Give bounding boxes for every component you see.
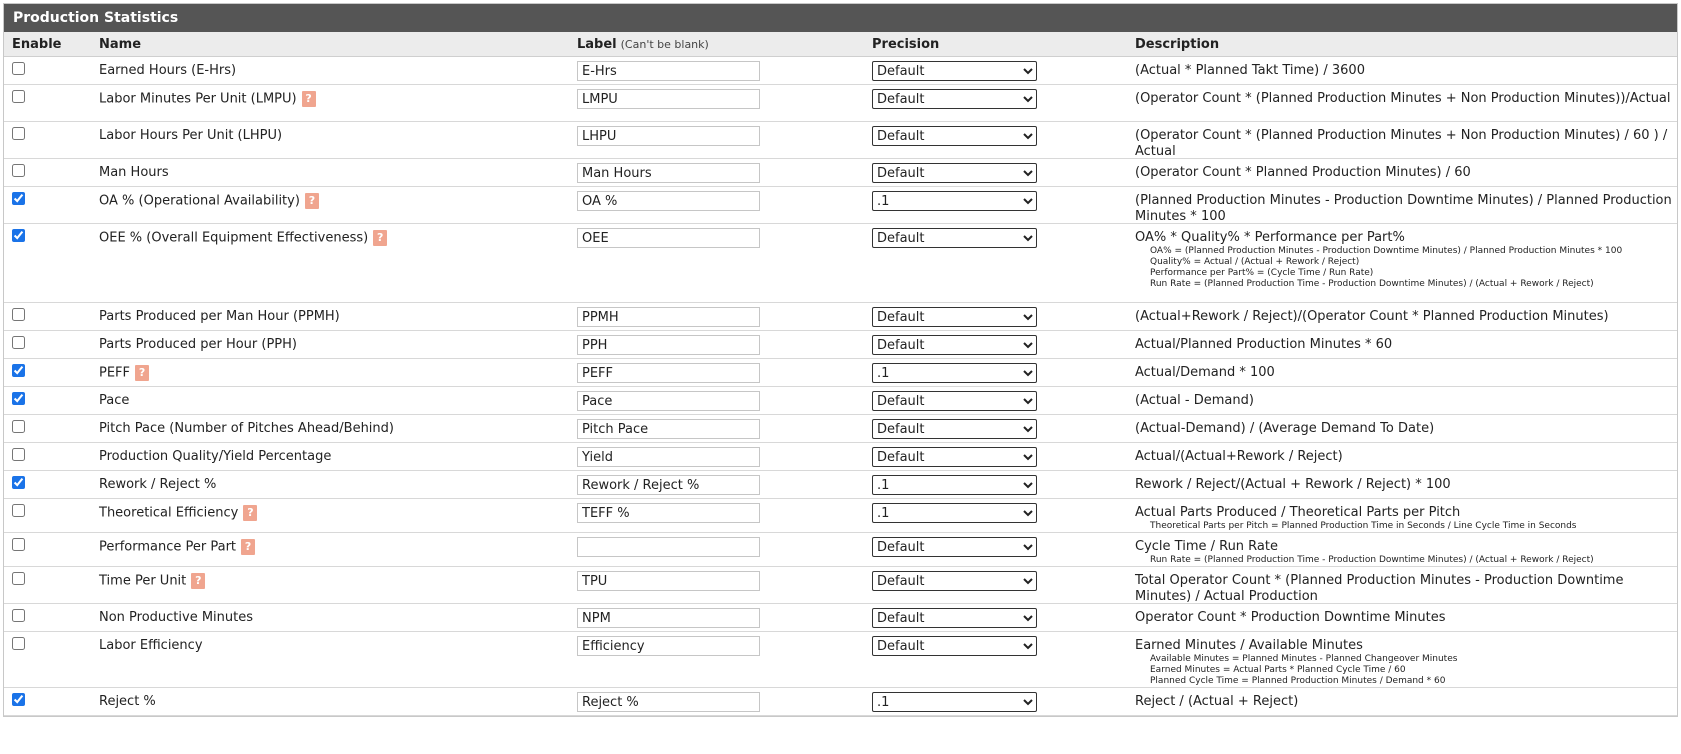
enable-checkbox[interactable] [12,637,25,650]
stat-name-text: Man Hours [99,165,169,180]
stat-name [99,638,203,653]
description-text: (Actual - Demand) [1135,393,1254,408]
label-input[interactable] [577,692,760,712]
description-text: (Actual+Rework / Reject)/(Operator Count * Planned Production Minutes) [1135,309,1609,324]
description [1135,230,1675,290]
description-detail: OA% = (Planned Production Minutes - Production Downtime Minutes) / Planned Production Minutes * 100 [1150,246,1623,256]
precision-select[interactable] [872,163,1037,183]
precision-cell [872,126,1037,146]
table-row [4,331,1677,359]
description-text: (Operator Count * (Planned Production Minutes + Non Production Minutes))/Actual [1135,91,1671,106]
precision-select[interactable] [872,636,1037,656]
stat-name [99,393,129,408]
stat-name-text: OEE % (Overall Equipment Effectiveness) [99,230,369,246]
precision-cell [872,419,1037,439]
description-detail: Theoretical Parts per Pitch = Planned Production Time in Seconds / Line Cycle Time in Seconds [1150,521,1577,531]
enable-cell [12,693,25,710]
precision-cell [872,636,1037,656]
precision-cell [872,608,1037,628]
enable-checkbox[interactable] [12,448,25,461]
label-input[interactable] [577,61,760,81]
precision-select[interactable] [872,571,1037,591]
enable-checkbox[interactable] [12,476,25,489]
precision-cell [872,692,1037,712]
description-text: Operator Count * Production Downtime Minutes [1135,610,1446,625]
precision-select[interactable] [872,692,1037,712]
table-row [4,122,1677,159]
label-cell [577,191,760,211]
description [1135,165,1675,181]
description-text: Earned Minutes / Available Minutes [1135,638,1363,653]
enable-checkbox[interactable] [12,538,25,551]
column-label-text: Label [577,37,617,52]
enable-cell [12,392,25,409]
enable-cell [12,572,25,589]
description-text: (Operator Count * Planned Production Minutes) / 60 [1135,165,1471,180]
label-cell [577,419,760,439]
stat-name-text: Non Productive Minutes [99,610,254,625]
precision-select[interactable] [872,503,1037,523]
stat-name-text: Rework / Reject % [99,477,217,492]
description-text: (Operator Count * (Planned Production Minutes + Non Production Minutes) / 60 ) / Actual [1135,128,1668,159]
stat-name [99,573,205,589]
stat-name [99,230,387,246]
enable-cell [12,229,25,246]
stat-name [99,477,216,492]
label-cell [577,61,760,81]
precision-select[interactable] [872,363,1037,383]
table-row [4,688,1677,716]
precision-select[interactable] [872,228,1037,248]
production-statistics-panel [3,3,1678,717]
description [1135,421,1675,437]
stat-name [99,91,316,107]
stat-name [99,610,253,625]
description-text: Actual/Demand * 100 [1135,365,1275,380]
label-input[interactable] [577,537,760,557]
precision-cell [872,363,1037,383]
help-icon[interactable]: ? [241,539,255,555]
description-text: (Planned Production Minutes - Production Downtime Minutes) / Planned Production Minutes * 100 [1135,193,1672,224]
enable-cell [12,364,25,381]
help-icon[interactable]: ? [302,91,316,107]
stat-name-text: Labor Efficiency [99,638,203,653]
label-cell [577,163,760,183]
stat-name-text: Pitch Pace (Number of Pitches Ahead/Behind) [99,421,394,436]
precision-select[interactable] [872,89,1037,109]
precision-select[interactable] [872,475,1037,495]
enable-cell [12,192,25,209]
table-header [4,32,1677,57]
column-name: Name [99,37,142,52]
precision-cell [872,335,1037,355]
description-text: Actual Parts Produced / Theoretical Parts per Pitch [1135,505,1461,520]
stat-name-text: Pace [99,393,130,408]
precision-cell [872,307,1037,327]
stat-name-text: Labor Hours Per Unit (LHPU) [99,128,283,143]
label-input[interactable] [577,89,760,109]
stat-name [99,165,169,180]
label-input[interactable] [577,391,760,411]
table-row [4,499,1677,533]
label-input[interactable] [577,126,760,146]
precision-select[interactable] [872,608,1037,628]
stat-name [99,449,331,464]
stat-name-text: PEFF [99,365,131,381]
enable-cell [12,448,25,465]
description [1135,610,1675,626]
enable-cell [12,90,25,107]
precision-cell [872,537,1037,557]
table-row [4,567,1677,604]
label-input[interactable] [577,307,760,327]
enable-checkbox[interactable] [12,504,25,517]
enable-checkbox[interactable] [12,308,25,321]
label-cell [577,503,760,523]
table-row [4,387,1677,415]
stat-name-text: OA % (Operational Availability) [99,193,300,209]
label-cell [577,608,760,628]
description-text: (Actual * Planned Takt Time) / 3600 [1135,63,1365,78]
column-label-note: (Can't be blank) [620,38,709,51]
column-precision: Precision [872,37,940,52]
label-cell [577,89,760,109]
table-row [4,359,1677,387]
stat-name [99,421,394,436]
stat-name-text: Parts Produced per Hour (PPH) [99,337,297,352]
description-text: Actual/Planned Production Minutes * 60 [1135,337,1393,352]
stat-name-text: Parts Produced per Man Hour (PPMH) [99,309,340,324]
stat-name [99,193,319,209]
label-cell [577,391,760,411]
table-row [4,443,1677,471]
statistics-rows [4,57,1677,716]
precision-select[interactable] [872,191,1037,211]
precision-select[interactable] [872,307,1037,327]
enable-checkbox[interactable] [12,62,25,75]
precision-select[interactable] [872,419,1037,439]
description-detail: Planned Cycle Time = Planned Production Minutes / Demand * 60 [1150,676,1446,686]
description [1135,309,1675,325]
description [1135,477,1675,493]
label-input[interactable] [577,419,760,439]
label-cell [577,126,760,146]
enable-cell [12,308,25,325]
precision-cell [872,228,1037,248]
enable-checkbox[interactable] [12,609,25,622]
help-icon[interactable]: ? [243,505,257,521]
stat-name [99,128,282,143]
enable-checkbox[interactable] [12,420,25,433]
enable-checkbox[interactable] [12,90,25,103]
description [1135,449,1675,465]
label-input[interactable] [577,335,760,355]
description-text: Total Operator Count * (Planned Production Minutes - Production Downtime Minutes) / Actual Production [1135,573,1624,604]
description [1135,91,1675,107]
precision-select[interactable] [872,391,1037,411]
enable-checkbox[interactable] [12,192,25,205]
label-cell [577,636,760,656]
stat-name-text: Earned Hours (E-Hrs) [99,63,237,78]
label-input[interactable] [577,191,760,211]
label-input[interactable] [577,447,760,467]
label-cell [577,447,760,467]
enable-checkbox[interactable] [12,164,25,177]
column-enable: Enable [12,37,62,52]
precision-select[interactable] [872,126,1037,146]
precision-select[interactable] [872,537,1037,557]
table-row [4,303,1677,331]
panel-title: Production Statistics [4,4,1677,32]
enable-cell [12,609,25,626]
description-detail: Quality% = Actual / (Actual + Rework / Reject) [1150,257,1360,267]
enable-checkbox[interactable] [12,392,25,405]
stat-name [99,337,297,352]
help-icon[interactable]: ? [191,573,205,589]
precision-cell [872,61,1037,81]
label-cell [577,228,760,248]
description-detail: Available Minutes = Planned Minutes - Planned Changeover Minutes [1150,654,1458,664]
column-description: Description [1135,37,1220,52]
precision-cell [872,571,1037,591]
precision-cell [872,191,1037,211]
precision-select[interactable] [872,335,1037,355]
stat-name [99,309,340,324]
table-row [4,604,1677,632]
label-input[interactable] [577,636,760,656]
table-row [4,471,1677,499]
enable-cell [12,476,25,493]
enable-checkbox[interactable] [12,229,25,242]
help-icon[interactable]: ? [373,230,387,246]
label-input[interactable] [577,503,760,523]
description [1135,393,1675,409]
label-cell [577,692,760,712]
description-detail: Run Rate = (Planned Production Time - Production Downtime Minutes) / (Actual + Rework / Reject) [1150,555,1594,565]
description [1135,573,1675,605]
enable-checkbox[interactable] [12,336,25,349]
enable-cell [12,538,25,555]
stat-name-text: Production Quality/Yield Percentage [99,449,332,464]
label-input[interactable] [577,608,760,628]
precision-cell [872,391,1037,411]
description-text: Rework / Reject/(Actual + Rework / Reject) * 100 [1135,477,1451,492]
label-input[interactable] [577,571,760,591]
stat-name-text: Performance Per Part [99,539,237,555]
description-text: Reject / (Actual + Reject) [1135,694,1299,709]
stat-name-text: Time Per Unit [99,573,187,589]
description [1135,638,1675,687]
enable-checkbox[interactable] [12,364,25,377]
description [1135,539,1675,566]
enable-cell [12,164,25,181]
enable-cell [12,62,25,79]
description [1135,505,1675,532]
table-row [4,632,1677,688]
enable-cell [12,336,25,353]
label-input[interactable] [577,163,760,183]
table-row [4,415,1677,443]
column-label [577,37,709,52]
stat-name [99,505,257,521]
enable-checkbox[interactable] [12,127,25,140]
stat-name-text: Theoretical Efficiency [99,505,239,521]
description [1135,63,1675,79]
precision-select[interactable] [872,61,1037,81]
enable-cell [12,504,25,521]
enable-checkbox[interactable] [12,693,25,706]
table-row [4,533,1677,567]
stat-name-text: Labor Minutes Per Unit (LMPU) [99,91,297,107]
table-row [4,187,1677,224]
stat-name [99,694,156,709]
description-detail: Run Rate = (Planned Production Time - Production Downtime Minutes) / (Actual + Rework / Reject) [1150,279,1594,289]
precision-cell [872,503,1037,523]
description [1135,193,1675,225]
enable-cell [12,420,25,437]
description-text: OA% * Quality% * Performance per Part% [1135,230,1405,245]
label-cell [577,307,760,327]
help-icon[interactable]: ? [305,193,319,209]
table-row [4,224,1677,303]
stat-name [99,63,236,78]
label-input[interactable] [577,363,760,383]
description-detail: Earned Minutes = Actual Parts * Planned Cycle Time / 60 [1150,665,1406,675]
description-text: Actual/(Actual+Rework / Reject) [1135,449,1343,464]
description-detail: Performance per Part% = (Cycle Time / Run Rate) [1150,268,1374,278]
table-row [4,85,1677,122]
stat-name [99,539,255,555]
help-icon[interactable]: ? [135,365,149,381]
label-cell [577,363,760,383]
description-text: (Actual-Demand) / (Average Demand To Date) [1135,421,1435,436]
precision-cell [872,475,1037,495]
label-cell [577,335,760,355]
enable-cell [12,127,25,144]
label-cell [577,537,760,557]
description [1135,694,1675,710]
precision-cell [872,89,1037,109]
description [1135,337,1675,353]
label-input[interactable] [577,228,760,248]
description [1135,365,1675,381]
description-text: Cycle Time / Run Rate [1135,539,1278,554]
enable-cell [12,637,25,654]
label-cell [577,571,760,591]
enable-checkbox[interactable] [12,572,25,585]
label-cell [577,475,760,495]
stat-name-text: Reject % [99,694,156,709]
label-input[interactable] [577,475,760,495]
description [1135,128,1675,160]
table-row [4,57,1677,85]
precision-select[interactable] [872,447,1037,467]
table-row [4,159,1677,187]
stat-name [99,365,149,381]
precision-cell [872,447,1037,467]
precision-cell [872,163,1037,183]
